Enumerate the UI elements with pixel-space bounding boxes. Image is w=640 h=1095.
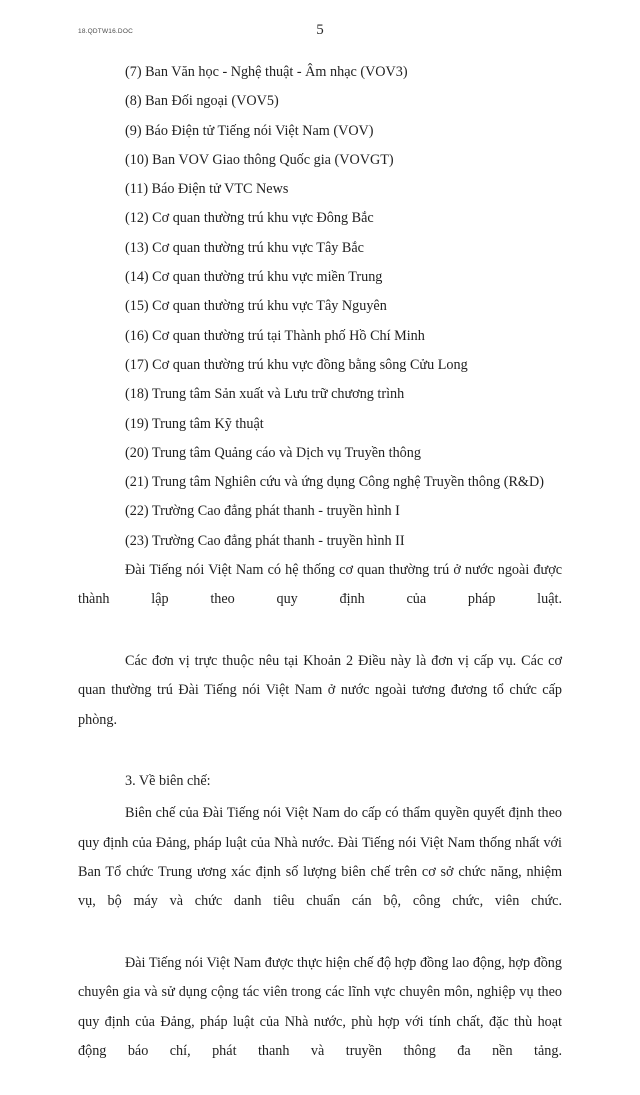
list-item: (19) Trung tâm Kỹ thuật — [125, 415, 264, 432]
list-item: (14) Cơ quan thường trú khu vực miền Trung — [125, 269, 383, 286]
list-item: (18) Trung tâm Sản xuất và Lưu trữ chương trình — [125, 386, 405, 403]
document-body — [78, 58, 562, 1095]
list-item: (8) Ban Đối ngoại (VOV5) — [125, 93, 279, 110]
page-number: 5 — [316, 22, 324, 38]
page-header — [0, 22, 640, 52]
section-heading-staffing: 3. Về biên chế: — [125, 773, 211, 790]
paragraph-staffing-authority: Biên chế của Đài Tiếng nói Việt Nam do cấp có thẩm quyền quyết định theo quy định của Đảng, pháp luật của Nhà nước. Đài Tiếng nói Việt Nam thống nhất với Ban Tổ chức Trung ương xác định số lượng biên chế trên cơ sở chức năng, nhiệm vụ, bộ máy và chức danh tiêu chuẩn cán bộ, công chức, viên chức. — [78, 805, 562, 910]
list-item: (16) Cơ quan thường trú tại Thành phố Hồ Chí Minh — [125, 327, 425, 344]
list-item: (17) Cơ quan thường trú khu vực đồng bằng sông Cửu Long — [125, 356, 468, 373]
list-item: (21) Trung tâm Nghiên cứu và ứng dụng Công nghệ Truyền thông (R&D) — [125, 474, 544, 491]
list-item: (9) Báo Điện tử Tiếng nói Việt Nam (VOV) — [125, 122, 374, 139]
list-item: (20) Trung tâm Quảng cáo và Dịch vụ Truyền thông — [125, 444, 421, 461]
list-item: (11) Báo Điện tử VTC News — [125, 181, 289, 198]
document-code-label: 18.QDTW16.DOC — [78, 28, 133, 35]
list-item: (23) Trường Cao đẳng phát thanh - truyền hình II — [125, 532, 405, 549]
list-item: (12) Cơ quan thường trú khu vực Đông Bắc — [125, 210, 374, 227]
organizational-unit-list — [78, 58, 562, 556]
list-item: (10) Ban VOV Giao thông Quốc gia (VOVGT) — [125, 151, 394, 168]
paragraph-overseas-bureaus: Đài Tiếng nói Việt Nam có hệ thống cơ quan thường trú ở nước ngoài được thành lập theo quy định của pháp luật. — [78, 562, 562, 608]
list-item: (15) Cơ quan thường trú khu vực Tây Nguyên — [125, 298, 387, 315]
list-item: (7) Ban Văn học - Nghệ thuật - Âm nhạc (VOV3) — [125, 64, 408, 80]
paragraph-department-level: Các đơn vị trực thuộc nêu tại Khoản 2 Điều này là đơn vị cấp vụ. Các cơ quan thường trú Đài Tiếng nói Việt Nam ở nước ngoài tương đương tổ chức cấp phòng. — [78, 652, 562, 728]
list-item: (22) Trường Cao đẳng phát thanh - truyền hình I — [125, 503, 400, 520]
list-item: (13) Cơ quan thường trú khu vực Tây Bắc — [125, 239, 364, 256]
paragraph-labor-contracts: Đài Tiếng nói Việt Nam được thực hiện chế độ hợp đồng lao động, hợp đồng chuyên gia và sử dụng cộng tác viên trong các lĩnh vực chuyên môn, nghiệp vụ theo quy định của Đảng, pháp luật của Nhà nước, phù hợp với tính chất, đặc thù hoạt động báo chí, phát thanh và truyền thông đa nền tảng. — [78, 954, 562, 1059]
